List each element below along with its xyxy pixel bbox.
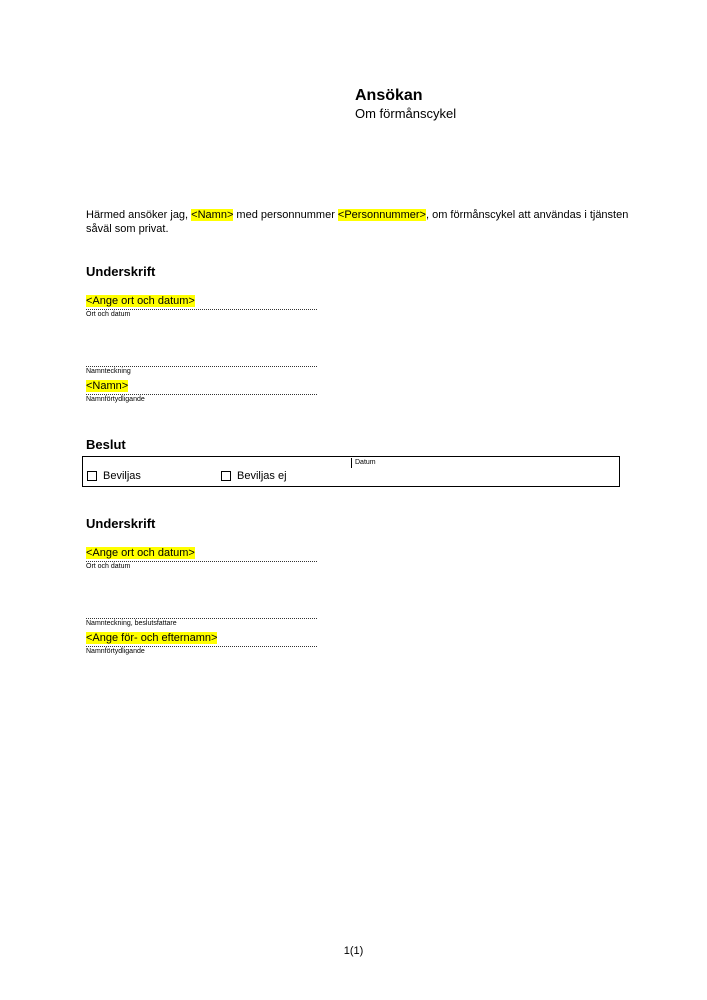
decider-signature-line (86, 618, 317, 619)
intro-paragraph (86, 208, 631, 236)
decider-place-date-value: <Ange ort och datum> (86, 547, 195, 559)
decider-place-date-caption: Ort och datum (86, 563, 131, 570)
decider-place-date-field[interactable] (86, 547, 195, 560)
approved-checkbox[interactable] (87, 471, 97, 481)
intro-text-2: med personnummer (233, 209, 338, 221)
approved-label: Beviljas (103, 470, 141, 482)
applicant-place-date-value: <Ange ort och datum> (86, 295, 195, 307)
applicant-name-field[interactable] (86, 380, 128, 393)
rejected-checkbox[interactable] (221, 471, 231, 481)
decider-name-line (86, 646, 317, 647)
datum-label: Datum (355, 459, 376, 466)
decider-signature-caption: Namnteckning, beslutsfattare (86, 620, 177, 627)
rejected-label: Beviljas ej (237, 470, 287, 482)
applicant-name-line (86, 394, 317, 395)
rejected-option[interactable] (221, 470, 287, 482)
applicant-place-date-line (86, 309, 317, 310)
intro-text-3: , om förmånscykel att användas i tjänsten såväl som privat. (86, 209, 629, 235)
decider-name-value: <Ange för- och efternamn> (86, 632, 218, 644)
decider-signature-heading: Underskrift (86, 516, 156, 531)
document-title: Ansökan (355, 87, 423, 104)
name-placeholder-field[interactable]: <Namn> (191, 209, 234, 221)
intro-text-1: Härmed ansöker jag, (86, 209, 192, 221)
decision-heading: Beslut (86, 437, 126, 452)
datum-separator (351, 458, 352, 468)
applicant-place-date-caption: Ort och datum (86, 311, 131, 318)
applicant-name-value: <Namn> (86, 380, 129, 392)
approved-option[interactable] (87, 470, 141, 482)
personnummer-placeholder-field[interactable]: <Personnummer> (337, 209, 426, 221)
applicant-name-caption: Namnförtydligande (86, 396, 145, 403)
applicant-place-date-field[interactable] (86, 295, 195, 308)
document-subtitle: Om förmånscykel (355, 106, 457, 121)
decider-place-date-line (86, 561, 317, 562)
applicant-signature-caption: Namnteckning (86, 368, 131, 375)
decider-name-caption: Namnförtydligande (86, 648, 145, 655)
page-number: 1(1) (343, 945, 364, 957)
applicant-signature-heading: Underskrift (86, 264, 156, 279)
decider-name-field[interactable] (86, 632, 217, 645)
applicant-signature-line (86, 366, 317, 367)
